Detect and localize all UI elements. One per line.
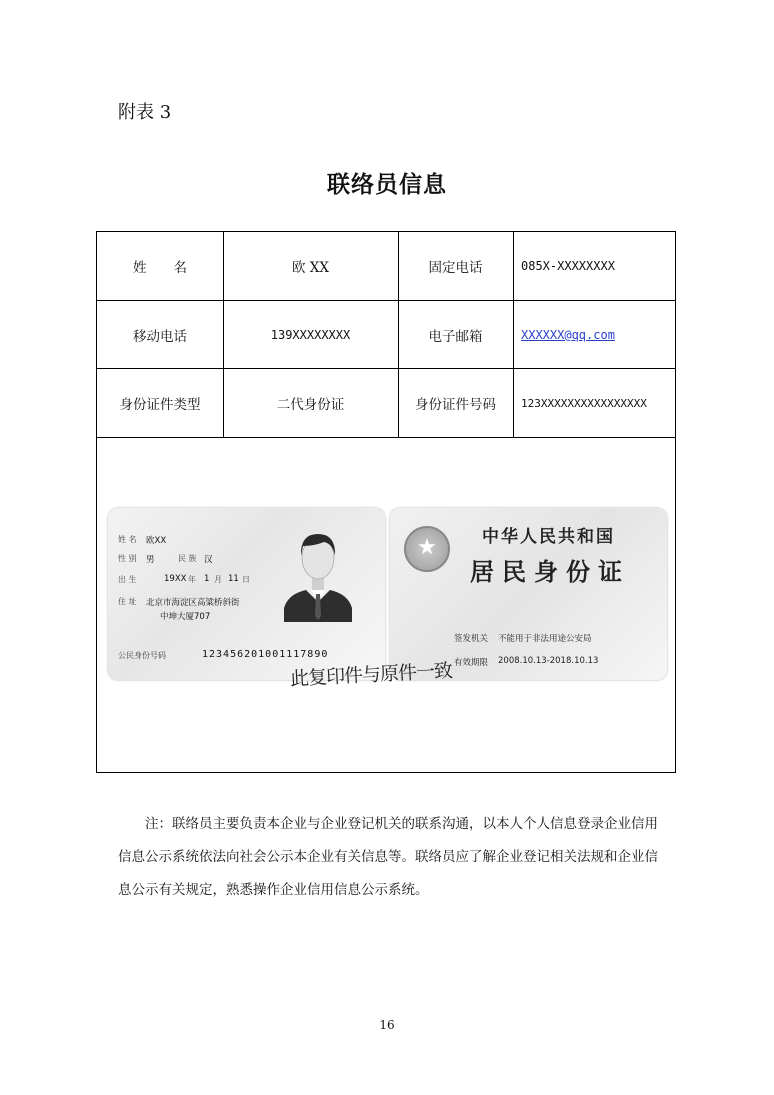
card-address-line2: 中坤大厦707 xyxy=(160,612,211,622)
table-row xyxy=(97,369,675,438)
card-year-label: 年 xyxy=(188,575,196,584)
card-ethnicity-label: 民 族 xyxy=(178,554,197,563)
id-number-value: 123XXXXXXXXXXXXXXXX xyxy=(521,396,647,410)
card-id-number: 123456201001117890 xyxy=(202,649,329,660)
card-country: 中华人民共和国 xyxy=(482,527,615,547)
authority-value: 不能用于非法用途公安局 xyxy=(498,634,592,644)
contact-info-table xyxy=(96,231,676,773)
table-row xyxy=(97,232,675,301)
handwritten-certification: 此复印件与原件一致 xyxy=(289,659,453,691)
card-id-label: 公民身份号码 xyxy=(118,651,166,660)
id-card-back xyxy=(390,508,667,680)
card-birth-month: 1 xyxy=(204,574,210,584)
id-number-label: 身份证件号码 xyxy=(415,397,496,413)
id-card-front xyxy=(108,508,385,680)
card-address-line1: 北京市海淀区高粱桥斜街 xyxy=(146,598,240,608)
card-address-label: 住 址 xyxy=(118,597,137,606)
card-gender-label: 性 别 xyxy=(118,554,137,563)
validity-label: 有效期限 xyxy=(454,658,489,668)
card-ethnicity-value: 汉 xyxy=(204,555,213,565)
id-type-value: 二代身份证 xyxy=(276,397,345,413)
table-row xyxy=(97,301,675,369)
card-gender-value: 男 xyxy=(146,555,155,565)
mobile-value: 139XXXXXXXX xyxy=(270,327,351,342)
note-paragraph: 注：联络员主要负责本企业与企业登记机关的联系沟通，以本人个人信息登录企业信用信息公示系统依法向社会公示本企业有关信息等。联络员应了解企业登记相关法规和企业信息公示有关规定，熟悉操作企业信用信息公示系统。 xyxy=(118,816,658,898)
card-birth-label: 出 生 xyxy=(118,575,137,584)
portrait-photo-icon xyxy=(278,522,358,622)
name-label: 姓 名 xyxy=(133,260,187,276)
landline-label: 固定电话 xyxy=(428,260,483,276)
card-name-label: 姓 名 xyxy=(118,535,137,544)
validity-value: 2008.10.13-2018.10.13 xyxy=(498,656,599,666)
national-emblem-icon xyxy=(404,526,450,572)
mobile-label: 移动电话 xyxy=(133,328,187,345)
page-title: 联络员信息 xyxy=(327,172,447,198)
id-type-label: 身份证件类型 xyxy=(119,397,201,413)
email-label: 电子邮箱 xyxy=(428,328,483,345)
page-number: 16 xyxy=(379,1018,395,1032)
name-value: 欧 XX xyxy=(291,260,329,276)
card-month-label: 月 xyxy=(214,575,222,584)
card-birth-day: 11 xyxy=(228,574,239,584)
appendix-label: 附表 3 xyxy=(118,102,172,123)
landline-value: 085X-XXXXXXXX xyxy=(521,259,615,273)
card-title: 居民身份证 xyxy=(470,557,630,586)
card-birth-year: 19XX xyxy=(164,574,187,584)
email-link[interactable]: XXXXXX@qq.com xyxy=(521,327,615,342)
card-name-value: 欧XX xyxy=(146,536,167,546)
authority-label: 签发机关 xyxy=(454,634,489,644)
card-day-label: 日 xyxy=(242,575,250,584)
